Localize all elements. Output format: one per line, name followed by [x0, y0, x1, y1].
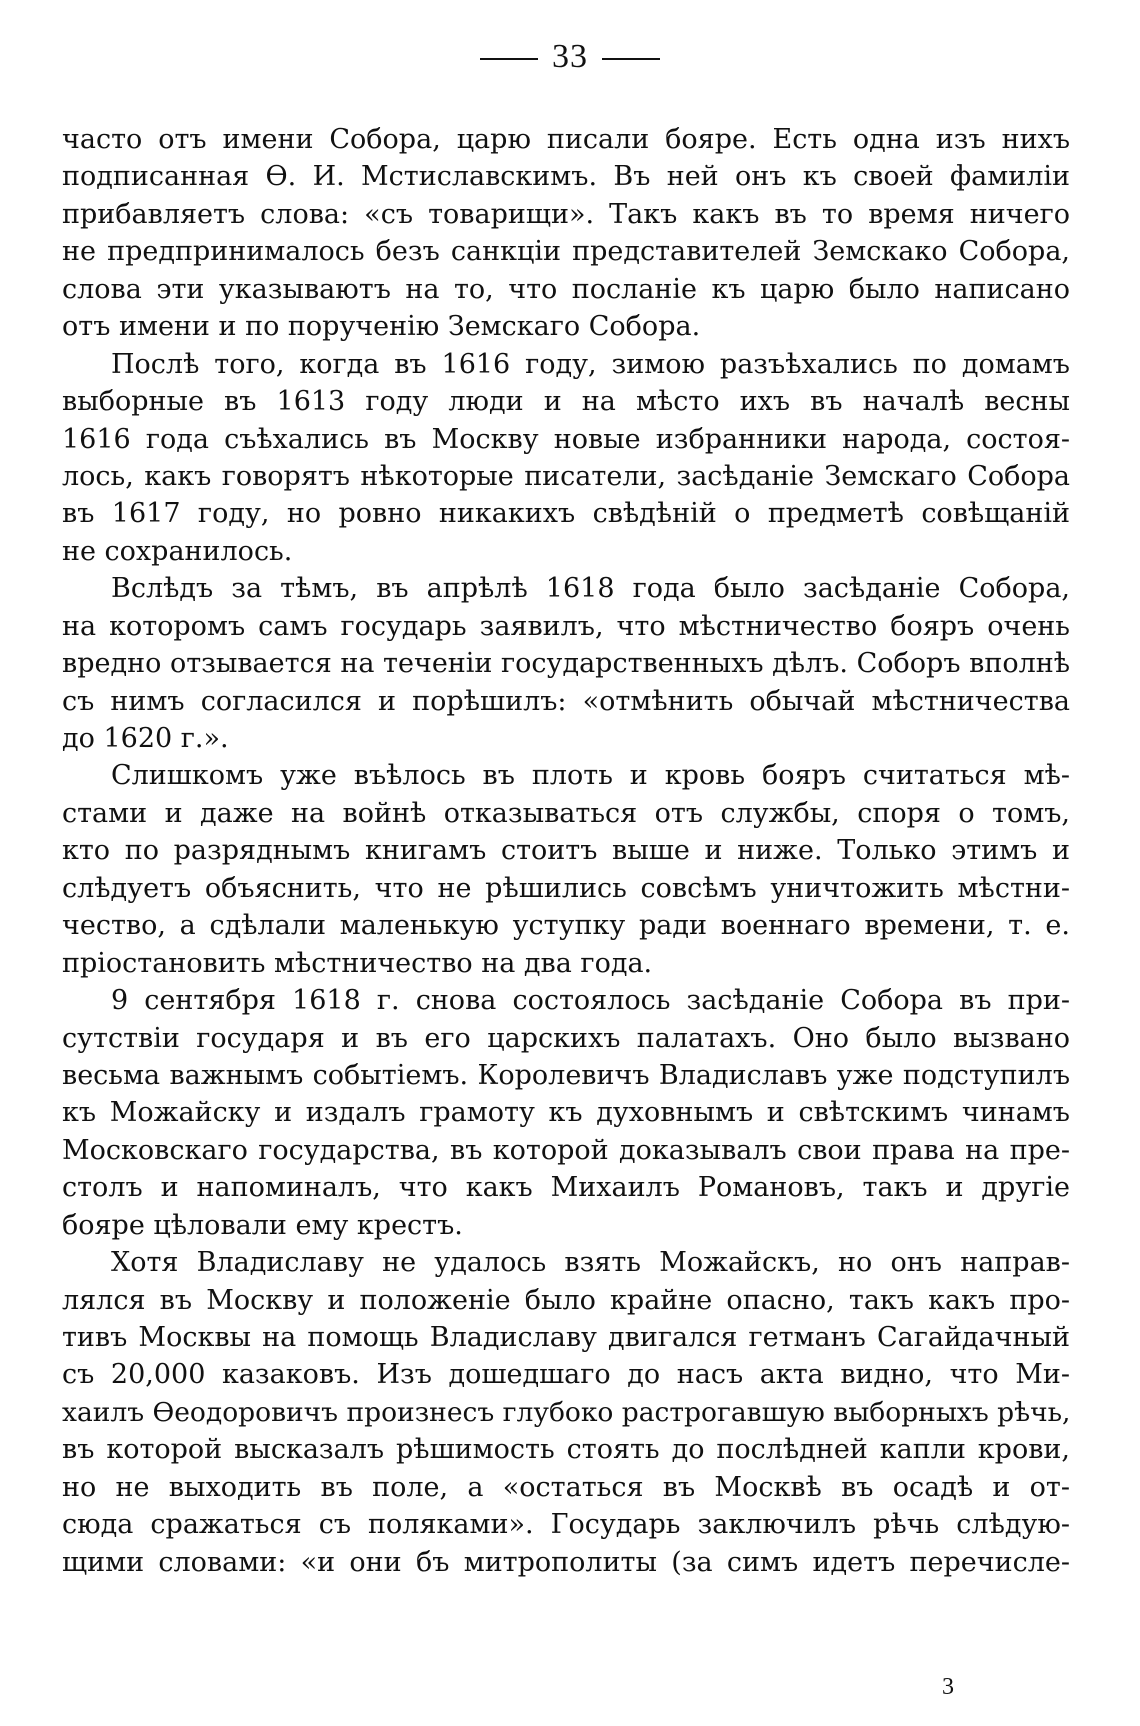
text-line: выборные въ 1613 году люди и на мѣсто ихъ въ началѣ весны: [62, 386, 1070, 418]
text-line: лось, какъ говорятъ нѣкоторые писатели, засѣданіе Земскаго Собора: [62, 460, 1070, 492]
text-line: въ 1617 году, но ровно никакихъ свѣдѣній о предметѣ совѣщаній: [62, 498, 1070, 530]
text-line: Хотя Владиславу не удалось взять Можайскъ, но онъ направ-: [111, 1247, 1070, 1279]
text-line: не сохранилось.: [62, 535, 293, 567]
text-line: Вслѣдъ за тѣмъ, въ апрѣлѣ 1618 года было засѣданіе Собора,: [111, 573, 1070, 605]
text-line: до 1620 г.».: [62, 723, 229, 754]
signature-mark: 3: [942, 1674, 954, 1700]
text-line: сутствіи государя и въ его царскихъ палатахъ. Оно было вызвано: [62, 1022, 1070, 1054]
text-line: въ которой высказалъ рѣшимость стоять до послѣдней капли крови,: [62, 1434, 1070, 1466]
text-line: слова эти указываютъ на то, что посланіе къ царю было написано: [62, 273, 1070, 305]
page-number: 33: [552, 38, 588, 75]
text-line: тивъ Москвы на помощь Владиславу двигался гетманъ Сагайдачный: [62, 1322, 1070, 1353]
text-line: подписанная Ѳ. И. Мстиславскимъ. Въ ней онъ къ своей фамиліи: [62, 161, 1070, 193]
page-header: [0, 38, 1140, 76]
text-line: Послѣ того, когда въ 1616 году, зимою разъѣхались по домамъ: [111, 348, 1070, 380]
text-line: столъ и напоминалъ, что какъ Михаилъ Романовъ, такъ и другіе: [62, 1172, 1070, 1204]
text-line: Слишкомъ уже въѣлось въ плоть и кровь бояръ считаться мѣ-: [111, 760, 1070, 792]
text-line: пріостановить мѣстничество на два года.: [62, 947, 653, 979]
text-line: съ нимъ согласился и порѣшилъ: «отмѣнить обычай мѣстничества: [62, 685, 1070, 717]
header-dash-left: [480, 58, 538, 60]
text-line: къ Можайску и издалъ грамоту къ духовнымъ и свѣтскимъ чинамъ: [62, 1097, 1070, 1129]
text-line: сюда сражаться съ поляками». Государь заключилъ рѣчь слѣдую-: [62, 1509, 1070, 1541]
text-line: часто отъ имени Собора, царю писали бояре. Есть одна изъ нихъ: [62, 124, 1070, 155]
text-line: прибавляетъ слова: «съ товарищи». Такъ какъ въ то время ничего: [62, 198, 1070, 230]
text-line: бояре цѣловали ему крестъ.: [62, 1209, 463, 1241]
text-line: вредно отзывается на теченіи государственныхъ дѣлъ. Соборъ вполнѣ: [62, 648, 1070, 680]
text-line: стами и даже на войнѣ отказываться отъ службы, споря о томъ,: [62, 797, 1070, 829]
text-line: съ 20,000 казаковъ. Изъ дошедшаго до насъ акта видно, что Ми-: [62, 1359, 1070, 1391]
text-line: 1616 года съѣхались въ Москву новые избранники народа, состоя-: [62, 423, 1070, 455]
text-line: но не выходить въ поле, а «остаться въ Москвѣ въ осадѣ и от-: [62, 1471, 1070, 1503]
text-line: на которомъ самъ государь заявилъ, что мѣстничество бояръ очень: [62, 610, 1070, 642]
text-line: Московскаго государства, въ которой доказывалъ свои права на пре-: [62, 1134, 1070, 1166]
text-line: щими словами: «и они бъ митрополиты (за симъ идетъ перечисле-: [62, 1546, 1070, 1578]
text-line: не предпринималось безъ санкціи представителей Земскако Собора,: [62, 236, 1070, 268]
text-line: чество, а сдѣлали маленькую уступку ради военнаго времени, т. е.: [62, 910, 1070, 942]
text-line: отъ имени и по порученію Земскаго Собора.: [62, 311, 701, 343]
text-line: лялся въ Москву и положеніе было крайне опасно, такъ какъ про-: [62, 1284, 1070, 1316]
text-line: слѣдуетъ объяснить, что не рѣшились совсѣмъ уничтожить мѣстни-: [62, 872, 1070, 904]
text-line: 9 сентября 1618 г. снова состоялось засѣданіе Собора въ при-: [111, 985, 1070, 1017]
text-line: весьма важнымъ событіемъ. Королевичъ Владиславъ уже подступилъ: [62, 1059, 1070, 1091]
text-line: хаилъ Ѳеодоровичъ произнесъ глубоко растрогавшую выборныхъ рѣчь,: [62, 1396, 1070, 1428]
text-line: кто по разряднымъ книгамъ стоитъ выше и ниже. Только этимъ и: [62, 835, 1070, 867]
body-text: [62, 121, 1070, 1581]
header-dash-right: [602, 58, 660, 60]
